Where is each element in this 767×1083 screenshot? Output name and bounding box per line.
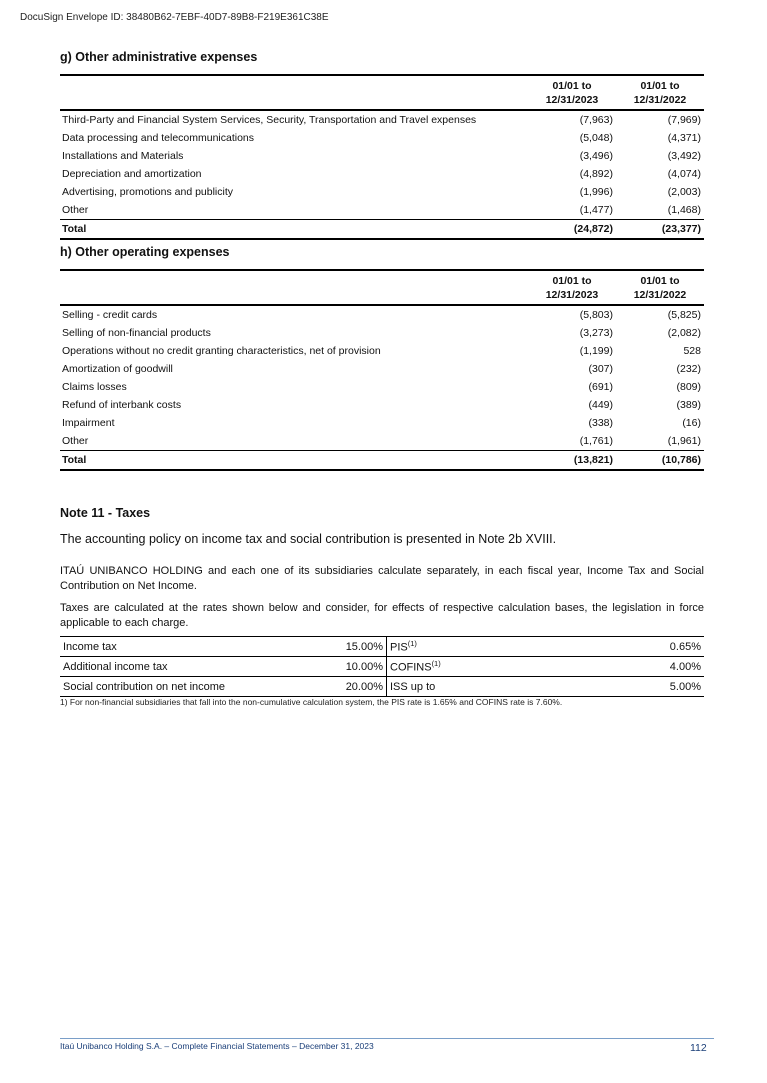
row-label: Operations without no credit granting characteristics, net of provision xyxy=(62,345,381,357)
value-2022: (3,492) xyxy=(667,150,701,162)
table-row xyxy=(60,147,704,165)
row-label: Depreciation and amortization xyxy=(62,168,202,180)
tax-name: ISS up to xyxy=(390,680,436,693)
tax-label-right xyxy=(387,677,579,697)
row-label: Amortization of goodwill xyxy=(62,363,173,375)
value-2023: (691) xyxy=(588,381,613,393)
value-2023: (4,892) xyxy=(579,168,613,180)
tax-rate: 10.00% xyxy=(345,660,383,673)
tax-label: Social contribution on net income xyxy=(63,680,226,693)
note-11-title: Note 11 - Taxes xyxy=(60,506,151,520)
tax-rate-row xyxy=(60,657,704,677)
table-row xyxy=(60,432,704,451)
tax-name: COFINS xyxy=(390,661,432,674)
tax-label: Additional income tax xyxy=(63,660,168,673)
tax-rate-right: 0.65% xyxy=(669,640,701,653)
section-h-title: h) Other operating expenses xyxy=(60,245,230,259)
tax-name: PIS xyxy=(390,641,408,654)
value-2022: (1,961) xyxy=(667,435,701,447)
row-label: Selling - credit cards xyxy=(62,309,158,321)
note-11-paragraph-1: ITAÚ UNIBANCO HOLDING and each one of its subsidiaries calculate separately, in each fiscal year, Income Tax and Social Contribution on Net Income. xyxy=(60,565,704,592)
admin-expenses-table xyxy=(60,74,704,240)
total-row xyxy=(60,451,704,471)
row-label: Impairment xyxy=(62,417,115,429)
table-row xyxy=(60,165,704,183)
tax-rate-row xyxy=(60,677,704,697)
col-header-2023: 01/01 to 12/31/2023 xyxy=(545,80,599,106)
row-label: Other xyxy=(62,204,89,216)
tax-rate-row xyxy=(60,637,704,657)
footer-divider xyxy=(60,1038,714,1039)
tax-rate: 15.00% xyxy=(345,640,383,653)
value-2023: (1,199) xyxy=(579,345,613,357)
value-2023: (1,996) xyxy=(579,186,613,198)
value-2022: (809) xyxy=(676,381,701,393)
table-row xyxy=(60,201,704,220)
table-row xyxy=(60,305,704,324)
value-2022: (5,825) xyxy=(667,309,701,321)
table-row xyxy=(60,110,704,129)
tax-rate-right: 4.00% xyxy=(669,660,701,673)
tax-rates-table xyxy=(60,636,704,697)
note-11-paragraph-2: Taxes are calculated at the rates shown below and consider, for effects of respective calculation bases, the legislation in force applicable to each charge. xyxy=(60,602,704,629)
value-2022: (2,082) xyxy=(667,327,701,339)
col-header-2022: 01/01 to 12/31/2022 xyxy=(633,275,687,301)
total-label: Total xyxy=(62,454,87,466)
tax-label-right xyxy=(387,637,579,657)
page-number: 112 xyxy=(690,1042,707,1054)
value-2023: (1,761) xyxy=(579,435,613,447)
table-row xyxy=(60,324,704,342)
table-row xyxy=(60,414,704,432)
table-row xyxy=(60,129,704,147)
row-label: Third-Party and Financial System Services, Security, Transportation and Travel expenses xyxy=(62,114,477,126)
footnote: 1) For non-financial subsidiaries that fall into the non-cumulative calculation system, the PIS rate is 1.65% and COFINS rate is 7.60%. xyxy=(60,697,563,707)
tax-label-right xyxy=(387,657,579,677)
footnote-marker: (1) xyxy=(407,639,417,649)
value-2022: (2,003) xyxy=(667,186,701,198)
row-label: Data processing and telecommunications xyxy=(62,132,255,144)
envelope-id: DocuSign Envelope ID: 38480B62-7EBF-40D7-89B8-F219E361C38E xyxy=(20,12,329,23)
footnote-marker: (1) xyxy=(431,659,441,669)
section-g-title: g) Other administrative expenses xyxy=(60,50,258,64)
table-row xyxy=(60,378,704,396)
value-2022: (7,969) xyxy=(667,114,701,126)
row-label: Other xyxy=(62,435,89,447)
total-2022: (10,786) xyxy=(661,454,701,466)
value-2023: (3,496) xyxy=(579,150,613,162)
value-2023: (338) xyxy=(588,417,613,429)
row-label: Refund of interbank costs xyxy=(62,399,182,411)
value-2022: (232) xyxy=(676,363,701,375)
total-row xyxy=(60,220,704,240)
tax-rate: 20.00% xyxy=(345,680,383,693)
col-header-2023: 01/01 to 12/31/2023 xyxy=(545,275,599,301)
value-2023: (7,963) xyxy=(579,114,613,126)
value-2022: 528 xyxy=(683,345,701,357)
value-2023: (1,477) xyxy=(579,204,613,216)
total-2023: (13,821) xyxy=(573,454,613,466)
col-header-2022: 01/01 to 12/31/2022 xyxy=(633,80,687,106)
value-2023: (5,048) xyxy=(579,132,613,144)
total-2023: (24,872) xyxy=(573,223,613,235)
value-2022: (1,468) xyxy=(667,204,701,216)
table-row xyxy=(60,396,704,414)
operating-expenses-table xyxy=(60,269,704,471)
table-row xyxy=(60,183,704,201)
row-label: Installations and Materials xyxy=(62,150,184,162)
value-2022: (4,074) xyxy=(667,168,701,180)
value-2023: (5,803) xyxy=(579,309,613,321)
total-2022: (23,377) xyxy=(661,223,701,235)
note-11-intro: The accounting policy on income tax and social contribution is presented in Note 2b XVIII. xyxy=(60,532,557,546)
table-row xyxy=(60,342,704,360)
tax-label: Income tax xyxy=(63,640,117,653)
tax-rate-right: 5.00% xyxy=(669,680,701,693)
table-row xyxy=(60,360,704,378)
row-label: Claims losses xyxy=(62,381,127,393)
value-2022: (4,371) xyxy=(667,132,701,144)
row-label: Selling of non-financial products xyxy=(62,327,211,339)
value-2022: (16) xyxy=(682,417,701,429)
value-2023: (3,273) xyxy=(579,327,613,339)
value-2023: (307) xyxy=(588,363,613,375)
row-label: Advertising, promotions and publicity xyxy=(62,186,234,198)
value-2022: (389) xyxy=(676,399,701,411)
total-label: Total xyxy=(62,223,87,235)
footer-text: Itaú Unibanco Holding S.A. – Complete Financial Statements – December 31, 2023 xyxy=(60,1041,374,1051)
value-2023: (449) xyxy=(588,399,613,411)
